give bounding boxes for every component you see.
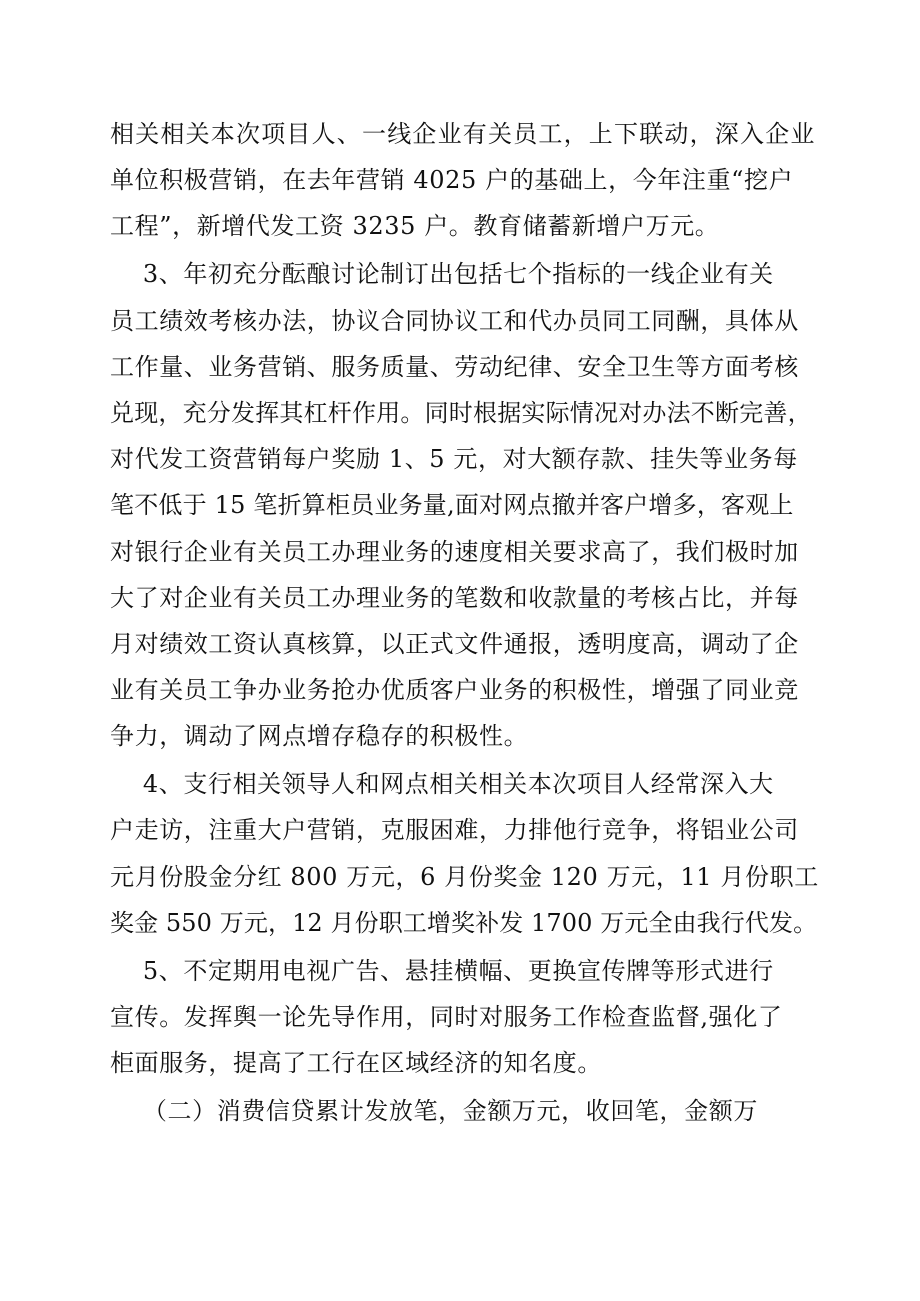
text-line: 元月份股金分红 800 万元，6 月份奖金 120 万元，11 月份职工 xyxy=(110,862,819,891)
text-line: 3、年初充分酝酿讨论制订出包括七个指标的一线企业有关 xyxy=(110,260,774,289)
text-line: 业有关员工争办业务抢办优质客户业务的积极性，增强了同业竞 xyxy=(110,676,799,705)
text-line: 单位积极营销，在去年营销 4025 户的基础上，今年注重“挖户 xyxy=(110,166,794,195)
text-line: 员工绩效考核办法，协议合同协议工和代办员同工同酬，具体从 xyxy=(110,306,799,335)
text-line: 对代发工资营销每户奖励 1、5 元，对大额存款、挂失等业务每 xyxy=(110,445,798,474)
text-line: 4、支行相关领导人和网点相关相关本次项目人经常深入大 xyxy=(110,770,774,799)
text-line: 相关相关本次项目人、一线企业有关员工，上下联动，深入企业 xyxy=(110,120,816,148)
text-line: 柜面服务，提高了工行在区域经济的知名度。 xyxy=(110,1049,602,1078)
text-line: 奖金 550 万元，12 月份职工增奖补发 1700 万元全由我行代发。 xyxy=(110,908,818,937)
text-line: 工作量、业务营销、服务质量、劳动纪律、安全卫生等方面考核 xyxy=(110,352,799,381)
text-line: 5、不定期用电视广告、悬挂横幅、更换宣传牌等形式进行 xyxy=(110,956,774,985)
text-line: 宣传。发挥舆一论先导作用，同时对服务工作检查监督,强化了 xyxy=(110,1003,783,1031)
text-line: 工程”，新增代发工资 3235 户。教育储蓄新增户万元。 xyxy=(110,212,720,241)
text-line: 大了对企业有关员工办理业务的笔数和收款量的考核占比，并每 xyxy=(110,583,799,612)
text-line: 户走访，注重大户营销，克服困难，力排他行竞争，将铝业公司 xyxy=(110,816,799,845)
text-line: 对银行企业有关员工办理业务的速度相关要求高了，我们极时加 xyxy=(110,537,799,566)
text-line: 月对绩效工资认真核算，以正式文件通报，透明度高，调动了企 xyxy=(110,629,799,658)
document-body xyxy=(110,114,819,1137)
text-line: 笔不低于 15 笔折算柜员业务量,面对网点撤并客户增多，客观上 xyxy=(110,491,794,520)
text-line: （二）消费信贷累计发放笔，金额万元，收回笔，金额万 xyxy=(110,1097,758,1126)
text-line: 争力，调动了网点增存稳存的积极性。 xyxy=(110,722,529,751)
text-line: 兑现，充分发挥其杠杆作用。同时根据实际情况对办法不断完善， xyxy=(110,398,812,427)
